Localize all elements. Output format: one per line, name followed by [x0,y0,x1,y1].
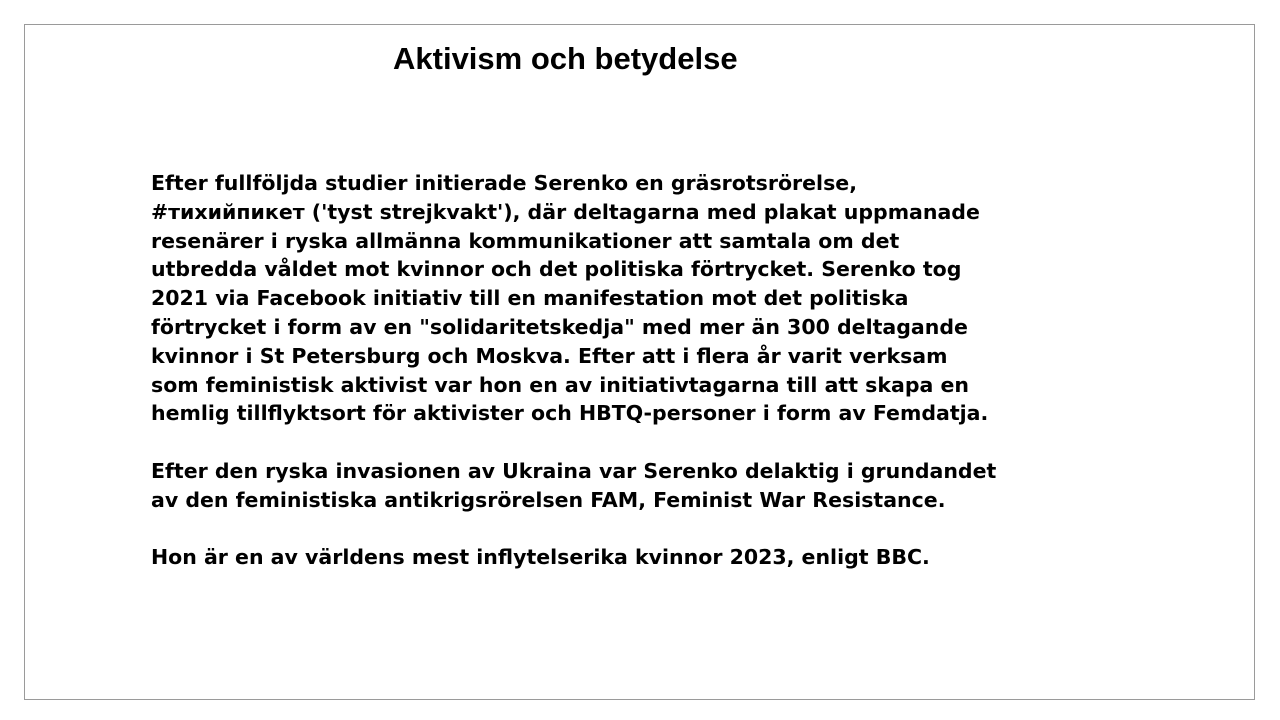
slide [24,24,1255,700]
slide-body [151,169,1151,572]
slide-title: Aktivism och betydelse [393,41,738,76]
paragraph-bbc: Hon är en av världens mest inflytelserika kvinnor 2023, enligt BBC. [151,545,930,570]
paragraph-activism: Efter fullföljda studier initierade Serenko en gräsrotsrörelse, #тихийпикет ('tyst strejkvakt'), där deltagarna med plakat uppmanade resenärer i ryska allmänna kommunikationer att samtala om det utbredda våldet mot kvinnor och det politiska förtrycket. Serenko tog 2021 via Facebook initiativ till en manifestation mot det politiska förtrycket i form av en "solidaritetskedja" med mer än 300 deltagande kvinnor i St Petersburg och Moskva. Efter att i flera år varit verksam som feministisk aktivist var hon en av initiativtagarna till att skapa en hemlig tillflyktsort för aktivister och HBTQ-personer i form av Femdatja. [151,171,989,426]
paragraph-war-resistance: Efter den ryska invasionen av Ukraina var Serenko delaktig i grundandet av den feministiska antikrigsrörelsen FAM, Feminist War Resistance. [151,458,997,512]
